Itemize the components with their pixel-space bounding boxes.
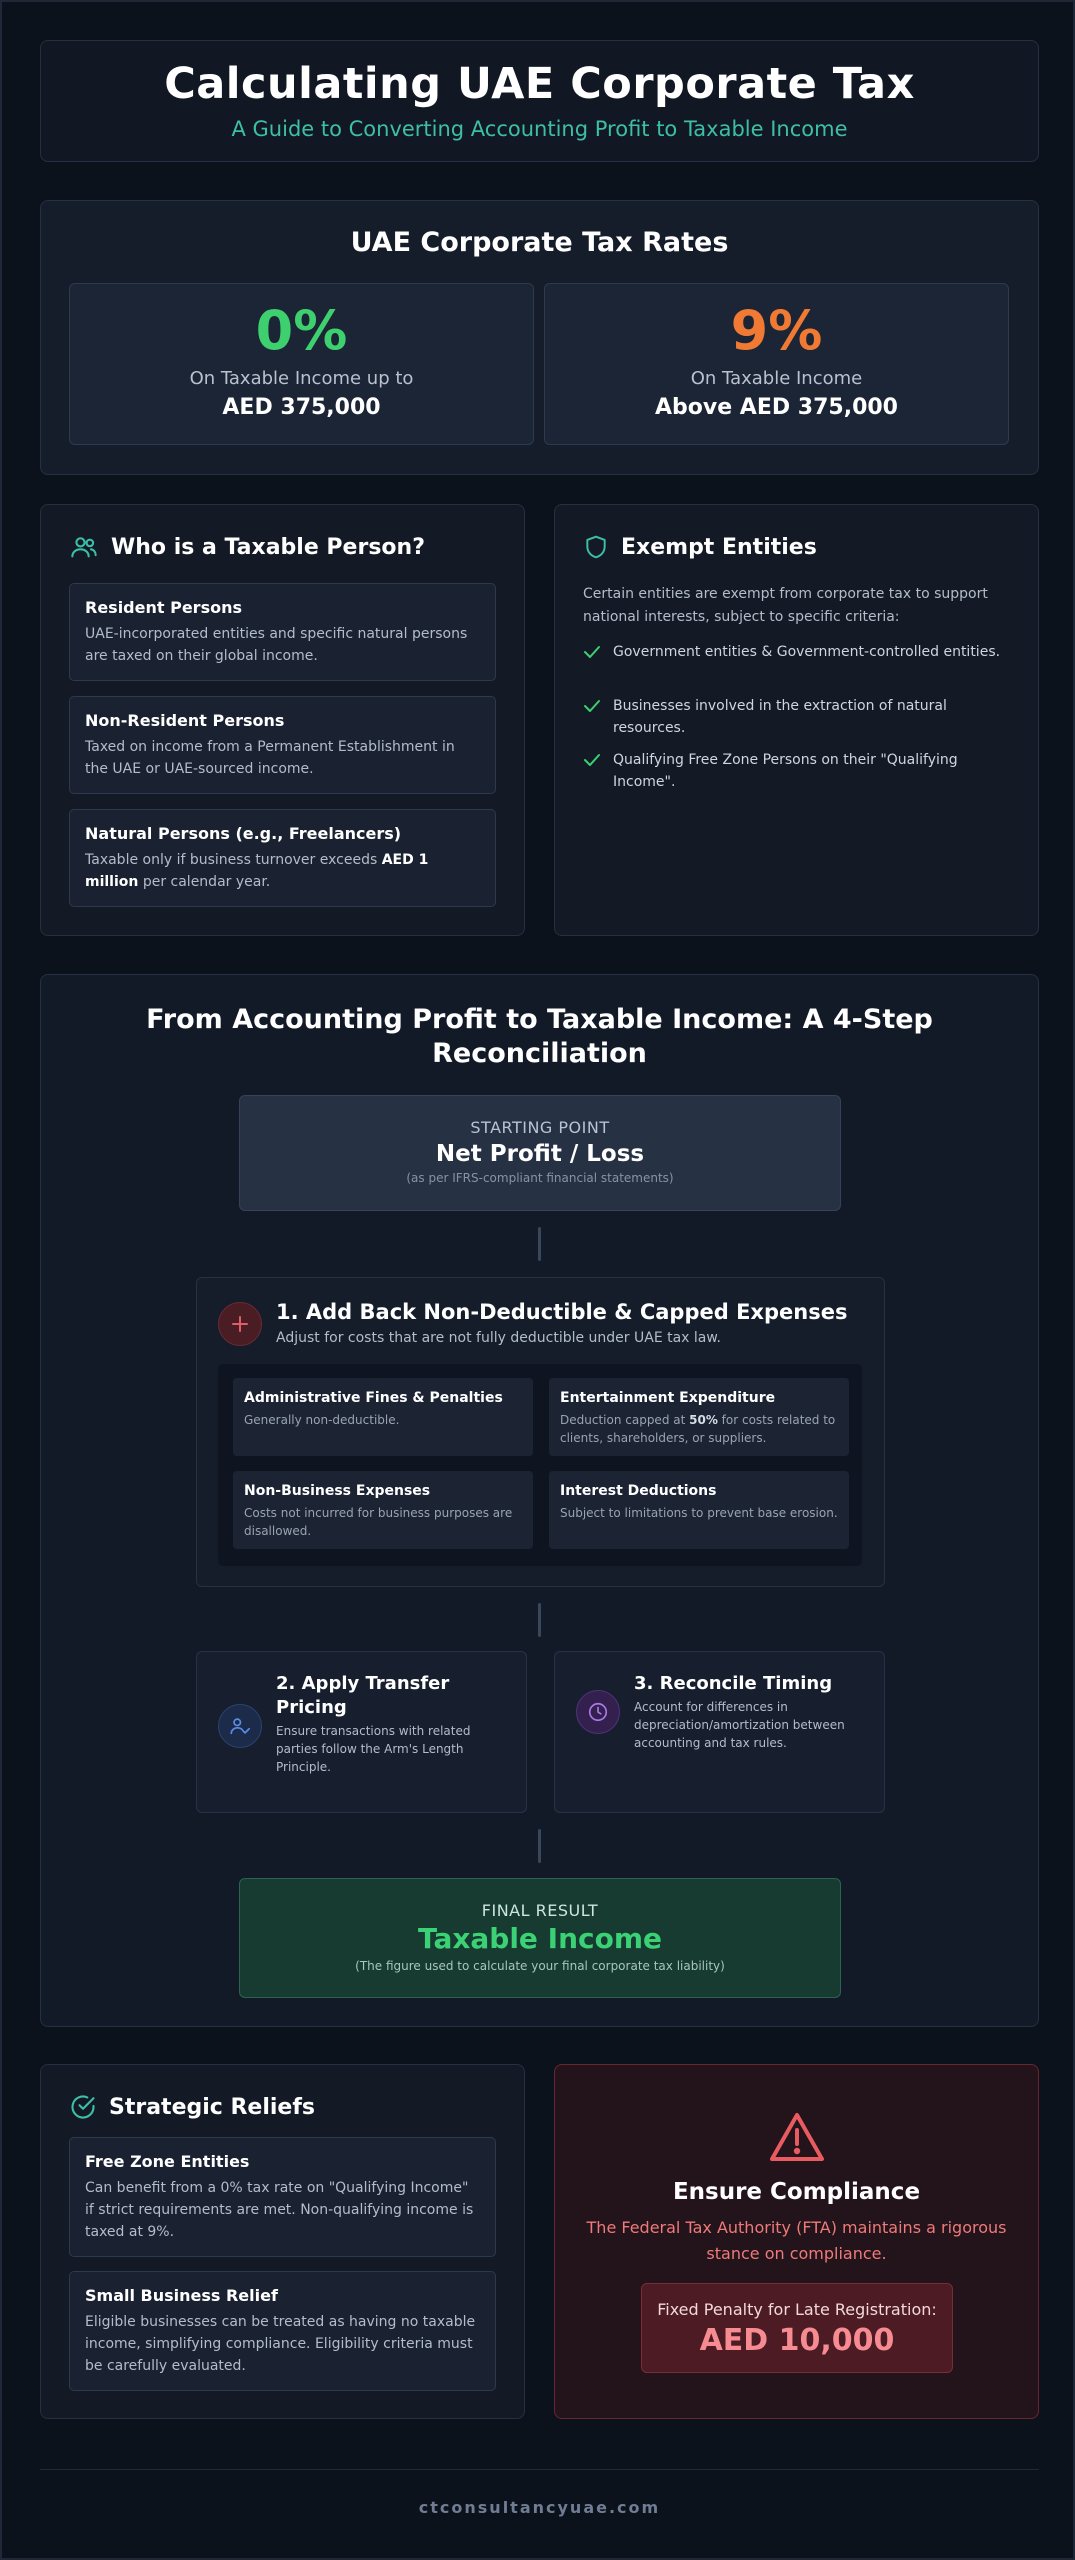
clock-icon (576, 1690, 620, 1734)
reconciliation-card (40, 974, 1039, 2027)
taxable-person-heading (69, 533, 425, 561)
penalty-box (641, 2283, 953, 2373)
item-description-text: per calendar year. (138, 874, 271, 890)
exempt-item-text: Businesses involved in the extraction of natural resources. (613, 698, 947, 736)
flow-connector (538, 1829, 541, 1863)
expense-cell (233, 1471, 533, 1549)
taxable-person-title: Who is a Taxable Person? (111, 534, 425, 560)
footer-divider (40, 2469, 1039, 2470)
step-2-title: 2. Apply Transfer Pricing (276, 1673, 450, 1718)
flow-connector (538, 1227, 541, 1261)
tax-rates-title: UAE Corporate Tax Rates (350, 227, 729, 258)
check-icon (583, 699, 601, 713)
starting-point-box (239, 1095, 841, 1211)
plus-icon (218, 1302, 262, 1346)
rate-description: On Taxable Income up to (189, 368, 414, 389)
item-description: UAE-incorporated entities and specific natural persons are taxed on their global income. (85, 626, 468, 664)
exempt-entities-heading (583, 533, 817, 561)
check-circle-icon (69, 2093, 97, 2121)
compliance-text: The Federal Tax Authority (FTA) maintains a rigorous stance on compliance. (586, 2218, 1007, 2263)
list-item (69, 2137, 496, 2257)
step-1-subtitle: Adjust for costs that are not fully deductible under UAE tax law. (276, 1330, 722, 1346)
item-title: Free Zone Entities (85, 2152, 250, 2171)
flow-connector (538, 1603, 541, 1637)
compliance-card (554, 2064, 1039, 2419)
rate-box-zero (69, 283, 534, 445)
tax-rates-card (40, 200, 1039, 475)
final-result-kicker: FINAL RESULT (481, 1901, 599, 1920)
item-title: Resident Persons (85, 598, 242, 617)
expense-title: Non-Business Expenses (244, 1483, 431, 1499)
penalty-label: Fixed Penalty for Late Registration: (657, 2300, 937, 2319)
list-item (583, 695, 1013, 739)
starting-point-note: (as per IFRS-compliant financial statements) (406, 1171, 674, 1185)
page-subtitle: A Guide to Converting Accounting Profit to Taxable Income (231, 117, 848, 141)
step-2-box (196, 1651, 527, 1813)
step-1-box (196, 1277, 885, 1587)
expense-cell (549, 1471, 849, 1549)
exempt-entities-card (554, 504, 1039, 936)
starting-point-value: Net Profit / Loss (435, 1141, 645, 1167)
item-title: Natural Persons (e.g., Freelancers) (85, 824, 402, 843)
expense-title: Administrative Fines & Penalties (244, 1390, 503, 1406)
warning-icon (555, 2111, 1038, 2167)
exempt-item-text: Qualifying Free Zone Persons on their "Qualifying Income". (613, 752, 958, 790)
item-description: Can benefit from a 0% tax rate on "Qualifying Income" if strict requirements are met. Non-qualifying income is taxed at 9%. (85, 2180, 474, 2240)
expense-description (560, 1411, 838, 1447)
check-icon (583, 753, 601, 767)
list-item (69, 696, 496, 794)
shield-icon (583, 533, 609, 561)
expense-cell (233, 1378, 533, 1456)
item-description-emphasis: AED 1 million (85, 852, 429, 890)
list-item (69, 2271, 496, 2391)
list-item (583, 749, 1013, 793)
expense-title: Interest Deductions (560, 1483, 717, 1499)
strategic-reliefs-title: Strategic Reliefs (109, 2094, 316, 2120)
item-description (85, 849, 480, 893)
check-icon (583, 645, 601, 659)
expense-description: Costs not incurred for business purposes are disallowed. (244, 1506, 513, 1538)
step-1-grid (218, 1364, 862, 1566)
compliance-title: Ensure Compliance (672, 2179, 921, 2205)
page-title: Calculating UAE Corporate Tax (164, 59, 915, 109)
reconciliation-title: From Accounting Profit to Taxable Income: A 4-Step Reconciliation (146, 1004, 933, 1069)
final-result-value: Taxable Income (417, 1922, 663, 1955)
users-icon (69, 533, 99, 561)
rate-amount: Above AED 375,000 (655, 395, 898, 420)
step-3-subtitle: Account for differences in depreciation/amortization between accounting and tax rules. (634, 1700, 845, 1750)
rate-percent: 9% (730, 299, 823, 362)
final-result-box (239, 1878, 841, 1998)
item-title: Non-Resident Persons (85, 711, 285, 730)
list-item (69, 809, 496, 907)
item-description: Taxed on income from a Permanent Establishment in the UAE or UAE-sourced income. (85, 739, 455, 777)
taxable-person-card (40, 504, 525, 936)
starting-point-kicker: STARTING POINT (470, 1118, 610, 1137)
rate-amount: AED 375,000 (222, 395, 381, 420)
item-description-text: Taxable only if business turnover exceeds (85, 852, 382, 868)
expense-cell (549, 1378, 849, 1456)
step-3-title: 3. Reconcile Timing (634, 1673, 833, 1694)
rate-description: On Taxable Income (690, 368, 863, 389)
item-description: Eligible businesses can be treated as having no taxable income, simplifying compliance. Eligibility criteria must be carefully evaluated. (85, 2314, 476, 2374)
expense-description: Subject to limitations to prevent base erosion. (560, 1506, 838, 1520)
list-item (69, 583, 496, 681)
exempt-item-text: Government entities & Government-controlled entities. (613, 644, 1001, 660)
exempt-intro: Certain entities are exempt from corporate tax to support national interests, subject to specific criteria: (583, 586, 988, 625)
strategic-reliefs-heading (69, 2093, 315, 2121)
rate-percent: 0% (255, 299, 348, 362)
final-result-note: (The figure used to calculate your final corporate tax liability) (355, 1959, 725, 1973)
expense-description-text: for costs related to clients, shareholders, or suppliers. (560, 1413, 836, 1445)
strategic-reliefs-card (40, 2064, 525, 2419)
penalty-value: AED 10,000 (699, 2323, 895, 2358)
step-2-subtitle: Ensure transactions with related parties follow the Arm's Length Principle. (276, 1724, 471, 1774)
item-title: Small Business Relief (85, 2286, 278, 2305)
list-item (583, 641, 1013, 663)
page-header (40, 40, 1039, 162)
expense-description-emphasis: 50% (689, 1413, 718, 1427)
user-check-icon (218, 1704, 262, 1748)
expense-description: Generally non-deductible. (244, 1413, 400, 1427)
expense-description-text: Deduction capped at (560, 1413, 690, 1427)
expense-title: Entertainment Expenditure (560, 1390, 776, 1406)
step-1-title: 1. Add Back Non-Deductible & Capped Expenses (276, 1300, 848, 1324)
rate-box-nine (544, 283, 1009, 445)
step-3-box (554, 1651, 885, 1813)
exempt-entities-title: Exempt Entities (621, 534, 817, 560)
footer-website: ctconsultancyuae.com (418, 2498, 661, 2517)
